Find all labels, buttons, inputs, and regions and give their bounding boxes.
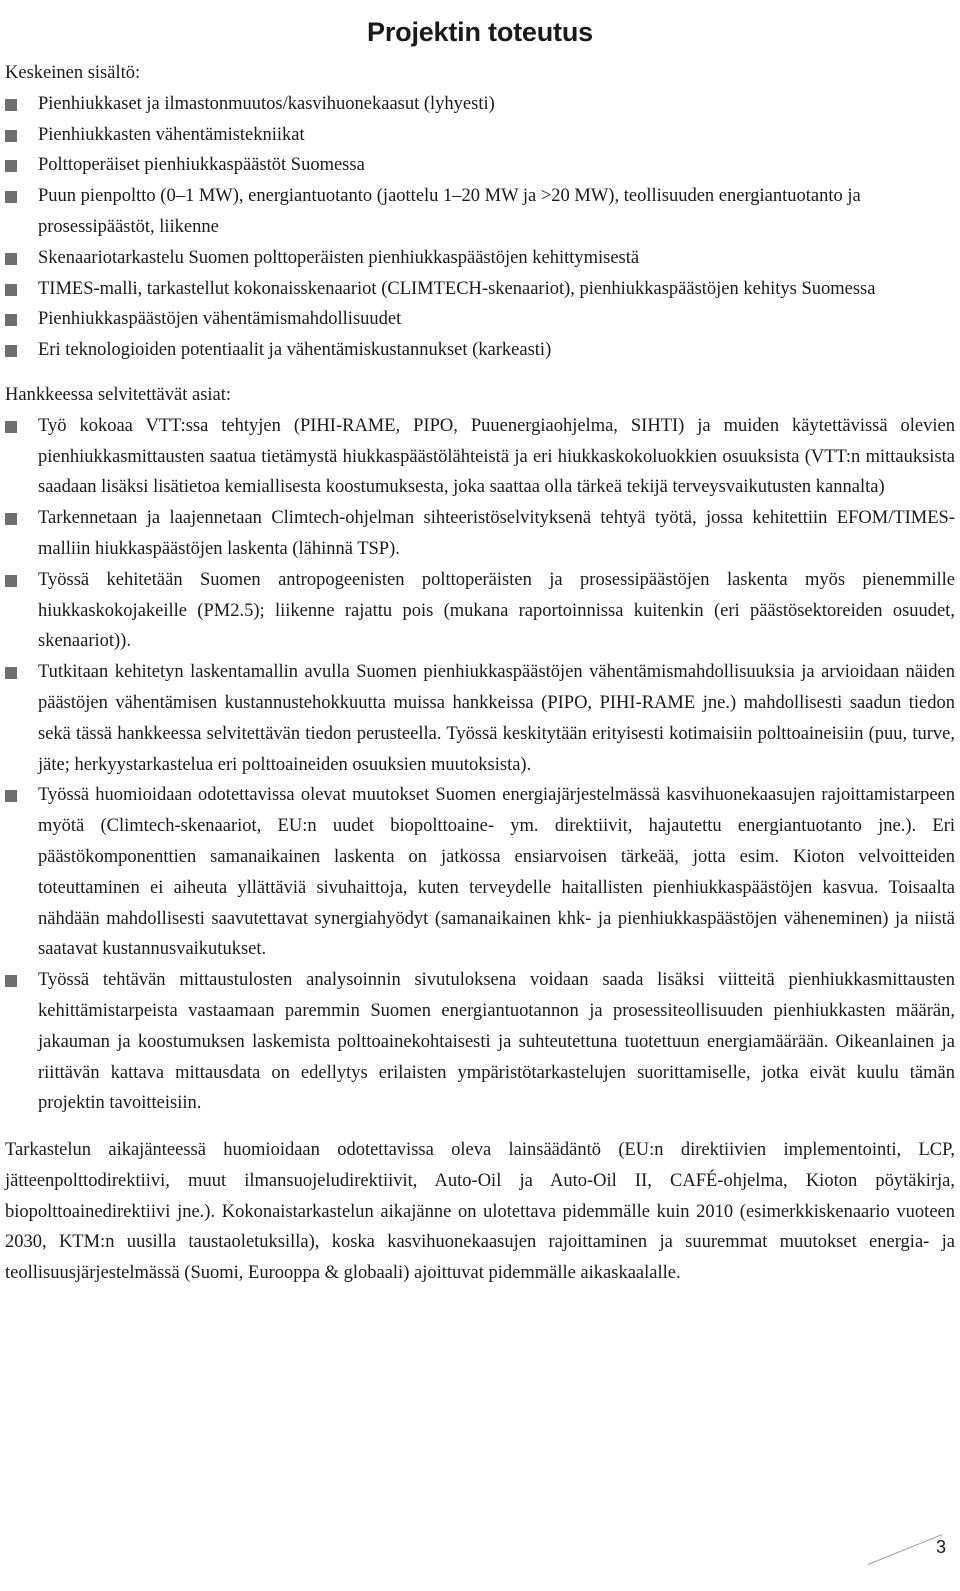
list-item-text: Työ kokoaa VTT:ssa tehtyjen (PIHI-RAME, PIPO, Puuenergiaohjelma, SIHTI) ja muiden käytettävissä olevien pienhiukkasmittausten saatua tietämystä hiukkaspäästölähteistä ja eri hiukkaskokoluokkien osuuksista (VTT:n mittauksista saadaan lisäksi lisätietoa kemiallisesta koostumuksesta, joka saattaa olla tärkeä tekijä terveysvaikutusten kannalta) bbox=[38, 415, 955, 498]
list-item bbox=[5, 181, 955, 243]
section-gap bbox=[5, 1119, 955, 1135]
list-item-text: Pienhiukkaspäästöjen vähentämismahdollisuudet bbox=[38, 309, 402, 330]
list-item bbox=[5, 965, 955, 1119]
project-tasks-heading: Hankkeessa selvitettävät asiat: bbox=[5, 384, 232, 405]
list-item bbox=[5, 89, 955, 120]
square-bullet-icon bbox=[5, 975, 17, 987]
list-item-text: Työssä kehitetään Suomen antropogeenisten polttoperäisten ja prosessipäästöjen laskenta myös pienemmille hiukkaskokojakeille (PM2.5); liikenne rajattu pois (mukana raportoinnissa kuitenkin (eri päästösektoreiden osuudet, skenaariot)). bbox=[38, 569, 955, 652]
document-body bbox=[5, 58, 955, 1289]
footer-divider bbox=[868, 1534, 943, 1565]
list-item bbox=[5, 780, 955, 965]
main-content-heading: Keskeinen sisältö: bbox=[5, 63, 141, 83]
list-item bbox=[5, 335, 955, 366]
square-bullet-icon bbox=[5, 284, 17, 296]
list-item bbox=[5, 657, 955, 780]
list-item bbox=[5, 411, 955, 503]
list-item-text: Pienhiukkaset ja ilmastonmuutos/kasvihuonekaasut (lyhyesti) bbox=[38, 93, 495, 114]
list-item bbox=[5, 304, 955, 335]
square-bullet-icon bbox=[5, 575, 17, 587]
square-bullet-icon bbox=[5, 421, 17, 433]
list-item bbox=[5, 150, 955, 181]
list-item-text: Tutkitaan kehitetyn laskentamallin avulla Suomen pienhiukkaspäästöjen vähentämismahdollisuuksia ja arvioidaan näiden päästöjen vähentämisen kustannustehokkuutta muissa hankkeissa (PIPO, PIHI-RAME jne.) mahdollisesti saadun tiedon sekä tässä hankkeessa selvitettävän tiedon perusteella. Työssä keskitytään erityisesti kotimaisiin polttoaineisiin (puu, turve, jäte; herkyystarkastelua eri polttoaineiden osuuksien muutoksista). bbox=[38, 662, 955, 775]
square-bullet-icon bbox=[5, 191, 17, 203]
closing-paragraph: Tarkastelun aikajänteessä huomioidaan odotettavissa oleva lainsäädäntö (EU:n direktiivien implementointi, LCP, jätteenpolttodirektiivi, muut ilmansuojeludirektiivit, Auto-Oil ja Auto-Oil II, CAFÉ-ohjelma, Kioton pöytäkirja, biopolttoainedirektiivi jne.). Kokonaistarkastelun aikajänne on ulotettava pidemmälle kuin 2010 (esimerkkiskenaario vuoteen 2030, KTM:n uusilla taustaoletuksilla), koska kasvihuonekaasujen rajoittaminen ja suuremmat muutokset energia- ja teollisuusjärjestelmässä (Suomi, Eurooppa & globaali) ajoittuvat pidemmälle aikaskaalalle. bbox=[5, 1140, 955, 1284]
list-item bbox=[5, 120, 955, 151]
square-bullet-icon bbox=[5, 513, 17, 525]
list-item-text: Skenaariotarkastelu Suomen polttoperäisten pienhiukkaspäästöjen kehittymisestä bbox=[38, 247, 640, 268]
project-tasks-list bbox=[5, 411, 955, 1119]
list-item-text: Puun pienpoltto (0–1 MW), energiantuotanto (jaottelu 1–20 MW ja >20 MW), teollisuuden energiantuotanto ja prosessipäästöt, liikenne bbox=[38, 186, 861, 237]
square-bullet-icon bbox=[5, 253, 17, 265]
square-bullet-icon bbox=[5, 130, 17, 142]
list-item-text: Polttoperäiset pienhiukkaspäästöt Suomessa bbox=[38, 155, 365, 176]
list-item-text: Tarkennetaan ja laajennetaan Climtech-ohjelman sihteeristöselvityksenä tehtyä työtä, jossa kehitettiin EFOM/TIMES-malliin hiukkaspäästöjen laskenta (lähinnä TSP). bbox=[38, 508, 955, 559]
list-item-text: TIMES-malli, tarkastellut kokonaisskenaariot (CLIMTECH-skenaariot), pienhiukkaspäästöjen kehitys Suomessa bbox=[38, 278, 876, 299]
square-bullet-icon bbox=[5, 667, 17, 679]
page-number: 3 bbox=[935, 1537, 946, 1557]
square-bullet-icon bbox=[5, 99, 17, 111]
list-item-text: Eri teknologioiden potentiaalit ja vähentämiskustannukset (karkeasti) bbox=[38, 340, 552, 361]
list-item bbox=[5, 274, 955, 305]
page-title: Projektin toteutus bbox=[367, 17, 593, 48]
list-item bbox=[5, 565, 955, 657]
list-item bbox=[5, 503, 955, 565]
main-content-list bbox=[5, 89, 955, 366]
section-gap bbox=[5, 366, 955, 380]
list-item-text: Työssä huomioidaan odotettavissa olevat muutokset Suomen energiajärjestelmässä kasvihuonekaasujen rajoittamistarpeen myötä (Climtech-skenaariot, EU:n uudet biopolttoaine- ym. direktiivit, hajautettu energiantuotanto jne.). Eri päästökomponenttien samanaikainen laskenta on jatkossa ensiarvoisen tärkeää, jotta esim. Kioton velvoitteiden toteuttaminen ei aiheuta yllättäviä sivuhaittoja, kuten terveydelle haitallisten pienhiukkaspäästöjen kasvua. Toisaalta nähdään mahdollisesti saavutettavat synergiahyödyt (samanaikainen khk- ja pienhiukkaspäästöjen vähenеminen) ja niistä saatavat kustannusvaikutukset. bbox=[38, 785, 955, 960]
list-item bbox=[5, 243, 955, 274]
square-bullet-icon bbox=[5, 160, 17, 172]
square-bullet-icon bbox=[5, 314, 17, 326]
list-item-text: Pienhiukkasten vähentämistekniikat bbox=[38, 124, 305, 145]
list-item-text: Työssä tehtävän mittaustulosten analysoinnin sivutuloksena voidaan saada lisäksi viitteitä pienhiukkasmittausten kehittämistarpeista vastaamaan paremmin Suomen energiantuotannon ja prosessiteollisuuden pienhiukkasten määrän, jakauman ja koostumuksen laskemista polttoainekohtaisesti ja suhteutettuna tuotettuun energiamäärään. Oikeanlainen ja riittävän kattava mittausdata on edellytys erilaisten ympäristötarkastelujen suorittamiselle, jotka eivät kuulu tämän projektin tavoitteisiin. bbox=[38, 970, 955, 1114]
square-bullet-icon bbox=[5, 345, 17, 357]
square-bullet-icon bbox=[5, 790, 17, 802]
